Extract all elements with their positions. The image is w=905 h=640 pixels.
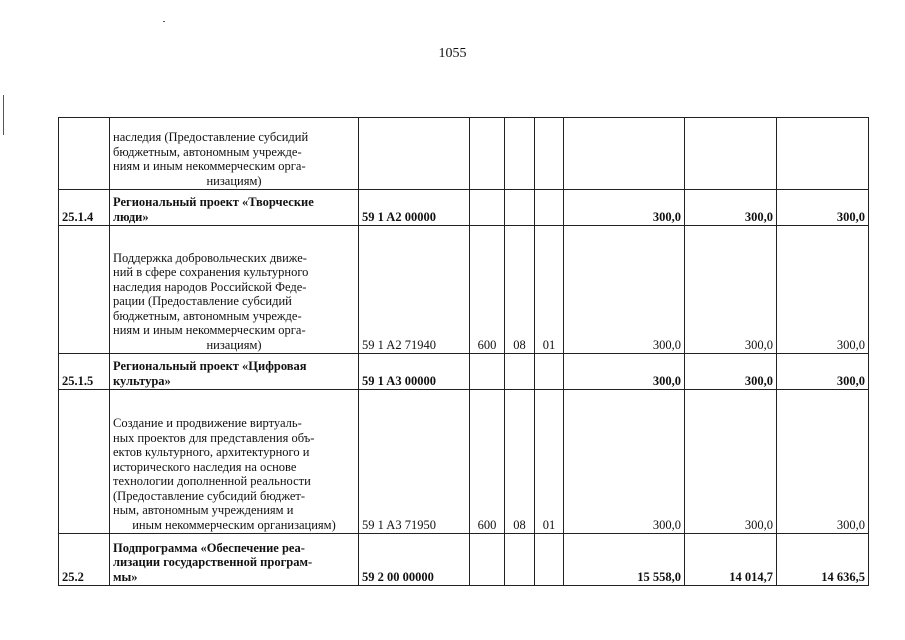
amount-year-3-cell: 300,0 — [777, 190, 869, 226]
amount-year-3-cell: 300,0 — [777, 354, 869, 390]
row-name-line: культура» — [113, 373, 171, 388]
row-name-line: бюджетным, автономным учрежде- — [113, 144, 302, 159]
target-article-code-cell — [359, 118, 470, 190]
section-code-cell — [505, 354, 535, 390]
target-article-code-cell: 59 2 00 00000 — [359, 534, 470, 586]
row-name-cell — [110, 390, 359, 534]
amount-year-1-cell: 300,0 — [564, 354, 685, 390]
row-name-line: ектов культурного, архитектурного и — [113, 445, 310, 459]
table-row — [59, 190, 869, 226]
target-article-code-cell: 59 1 A3 00000 — [359, 354, 470, 390]
row-name-line: люди» — [113, 209, 149, 224]
table-row — [59, 354, 869, 390]
row-name-line: низациям) — [206, 337, 262, 352]
table-row — [59, 390, 869, 534]
amount-year-3-cell: 14 636,5 — [777, 534, 869, 586]
scan-mark-dot — [163, 21, 165, 22]
row-name-line: мы» — [113, 569, 138, 584]
table-row — [59, 534, 869, 586]
row-number-cell: 25.1.5 — [59, 354, 110, 390]
row-name-line: ний в сфере сохранения культурного — [113, 265, 309, 279]
section-code-cell — [505, 534, 535, 586]
amount-year-1-cell: 300,0 — [564, 390, 685, 534]
row-number-cell — [59, 226, 110, 354]
section-code-cell: 08 — [505, 390, 535, 534]
row-name-line: Региональный проект «Творческие — [113, 195, 314, 209]
amount-year-1-cell — [564, 118, 685, 190]
expense-type-cell — [470, 354, 505, 390]
target-article-code-cell: 59 1 A3 71950 — [359, 390, 470, 534]
expense-type-cell — [470, 118, 505, 190]
subsection-code-cell — [535, 118, 564, 190]
subsection-code-cell — [535, 190, 564, 226]
table-row — [59, 118, 869, 190]
amount-year-2-cell: 14 014,7 — [685, 534, 777, 586]
row-name-cell — [110, 354, 359, 390]
row-name-cell — [110, 226, 359, 354]
budget-table — [58, 117, 869, 586]
row-number-cell — [59, 118, 110, 190]
amount-year-2-cell — [685, 118, 777, 190]
row-name-line: исторического наследия на основе — [113, 459, 297, 474]
amount-year-1-cell: 300,0 — [564, 190, 685, 226]
row-name-line: Поддержка добровольческих движе- — [113, 250, 307, 265]
row-name-cell — [110, 190, 359, 226]
amount-year-2-cell: 300,0 — [685, 226, 777, 354]
amount-year-2-cell: 300,0 — [685, 190, 777, 226]
row-number-cell: 25.1.4 — [59, 190, 110, 226]
section-code-cell: 08 — [505, 226, 535, 354]
row-name-line: Подпрограмма «Обеспечение реа- — [113, 540, 305, 555]
row-name-line: ным, автономным учреждениям и — [113, 503, 294, 517]
row-name-line: рации (Предоставление субсидий — [113, 294, 292, 308]
row-name-line: ниям и иным некоммерческим орга- — [113, 323, 306, 337]
expense-type-cell — [470, 534, 505, 586]
table-row — [59, 226, 869, 354]
row-name-line: бюджетным, автономным учрежде- — [113, 308, 302, 323]
row-name-line: технологии дополненной реальности — [113, 474, 311, 488]
target-article-code-cell: 59 1 A2 71940 — [359, 226, 470, 354]
scan-mark-left — [3, 95, 4, 135]
expense-type-cell: 600 — [470, 390, 505, 534]
row-number-cell — [59, 390, 110, 534]
row-name-line: ных проектов для представления объ- — [113, 430, 315, 445]
row-name-cell — [110, 534, 359, 586]
amount-year-2-cell: 300,0 — [685, 390, 777, 534]
table-body — [59, 118, 869, 586]
subsection-code-cell: 01 — [535, 226, 564, 354]
row-name-line: наследия (Предоставление субсидий — [113, 130, 309, 144]
row-name-cell — [110, 118, 359, 190]
section-code-cell — [505, 118, 535, 190]
row-name-line: Создание и продвижение виртуаль- — [113, 416, 302, 430]
row-name-line: ниям и иным некоммерческим орга- — [113, 159, 306, 173]
subsection-code-cell — [535, 534, 564, 586]
row-name-line: Региональный проект «Цифровая — [113, 359, 307, 373]
row-name-line: наследия народов Российской Феде- — [113, 279, 307, 294]
amount-year-1-cell: 300,0 — [564, 226, 685, 354]
subsection-code-cell — [535, 354, 564, 390]
page-number: 1055 — [438, 46, 467, 61]
section-code-cell — [505, 190, 535, 226]
amount-year-2-cell: 300,0 — [685, 354, 777, 390]
expense-type-cell — [470, 190, 505, 226]
subsection-code-cell: 01 — [535, 390, 564, 534]
amount-year-3-cell: 300,0 — [777, 226, 869, 354]
row-number-cell: 25.2 — [59, 534, 110, 586]
row-name-line: низациям) — [206, 173, 262, 188]
row-name-line: (Предоставление субсидий бюджет- — [113, 488, 306, 503]
amount-year-3-cell: 300,0 — [777, 390, 869, 534]
target-article-code-cell: 59 1 A2 00000 — [359, 190, 470, 226]
row-name-line: иным некоммерческим организациям) — [132, 517, 336, 532]
row-name-line: лизации государственной програм- — [113, 555, 313, 569]
amount-year-3-cell — [777, 118, 869, 190]
expense-type-cell: 600 — [470, 226, 505, 354]
amount-year-1-cell: 15 558,0 — [564, 534, 685, 586]
